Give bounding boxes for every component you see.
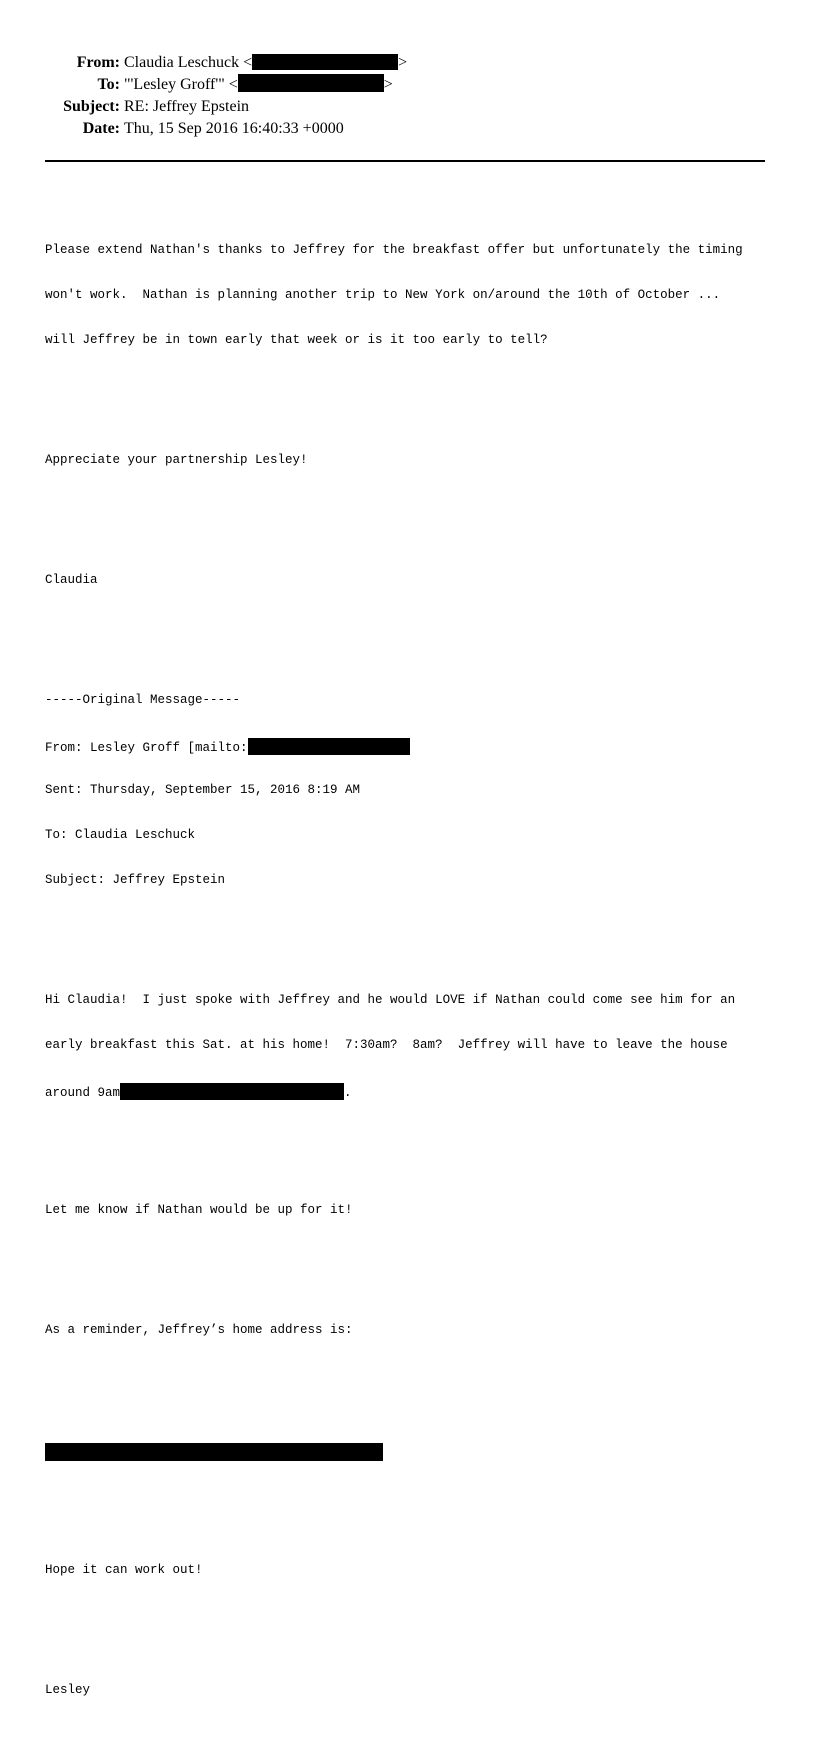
body-line: Claudia xyxy=(45,573,98,587)
date-label: Date: xyxy=(82,120,120,137)
original-subject: Subject: Jeffrey Epstein xyxy=(45,873,226,887)
paragraph xyxy=(45,213,785,378)
to-row xyxy=(0,74,816,96)
paragraph xyxy=(45,1293,785,1368)
paragraph xyxy=(45,963,785,1128)
original-message-header: -----Original Message----- xyxy=(45,693,241,707)
body-line: Please extend Nathan's thanks to Jeffrey for the breakfast offer but unfortunately the timing xyxy=(45,243,743,257)
to-label: To: xyxy=(97,76,120,93)
body-line: Let me know if Nathan would be up for it! xyxy=(45,1203,353,1217)
address-line xyxy=(45,1443,785,1458)
redacted-address xyxy=(45,1413,785,1488)
paragraph xyxy=(45,1173,785,1248)
original-message xyxy=(45,663,785,918)
redaction-box xyxy=(120,1083,344,1100)
signature xyxy=(45,543,785,618)
body-line: Lesley xyxy=(45,1683,91,1697)
email-body xyxy=(45,183,785,1758)
signature xyxy=(45,1653,785,1728)
body-line: Hope it can work out! xyxy=(45,1563,203,1577)
email-header xyxy=(0,52,816,140)
original-to: To: Claudia Leschuck xyxy=(45,828,196,842)
from-name: Claudia Leschuck < xyxy=(124,54,253,71)
body-line-end: . xyxy=(344,1086,352,1100)
body-line: early breakfast this Sat. at his home! 7:30am? 8am? Jeffrey will have to leave the house xyxy=(45,1038,728,1052)
body-line: Appreciate your partnership Lesley! xyxy=(45,453,308,467)
body-line: Hi Claudia! I just spoke with Jeffrey and he would LOVE if Nathan could come see him for an xyxy=(45,993,736,1007)
to-value xyxy=(124,74,393,96)
from-row xyxy=(0,52,816,74)
from-value xyxy=(124,52,407,74)
body-line xyxy=(45,1083,785,1098)
redaction-box xyxy=(252,54,398,70)
original-from xyxy=(45,738,785,753)
redaction-box xyxy=(238,74,384,92)
from-label: From: xyxy=(76,54,120,71)
subject-value: RE: Jeffrey Epstein xyxy=(124,98,250,115)
to-close: > xyxy=(383,76,393,93)
to-name: "'Lesley Groff'" < xyxy=(124,76,238,93)
body-line: won't work. Nathan is planning another trip to New York on/around the 10th of October ... xyxy=(45,288,721,302)
original-sent: Sent: Thursday, September 15, 2016 8:19 AM xyxy=(45,783,361,797)
original-from-text: From: Lesley Groff [mailto: xyxy=(45,741,248,755)
date-value: Thu, 15 Sep 2016 16:40:33 +0000 xyxy=(124,120,344,137)
paragraph xyxy=(45,423,785,498)
date-row xyxy=(0,118,816,140)
from-close: > xyxy=(398,54,408,71)
subject-label: Subject: xyxy=(63,98,120,115)
paragraph xyxy=(45,1533,785,1608)
subject-row xyxy=(0,96,816,118)
redaction-box xyxy=(45,1443,383,1461)
header-divider xyxy=(45,160,765,162)
body-line-text: around 9am xyxy=(45,1086,121,1100)
body-line: will Jeffrey be in town early that week or is it too early to tell? xyxy=(45,333,548,347)
body-line: As a reminder, Jeffrey’s home address is: xyxy=(45,1323,353,1337)
redaction-box xyxy=(248,738,410,755)
